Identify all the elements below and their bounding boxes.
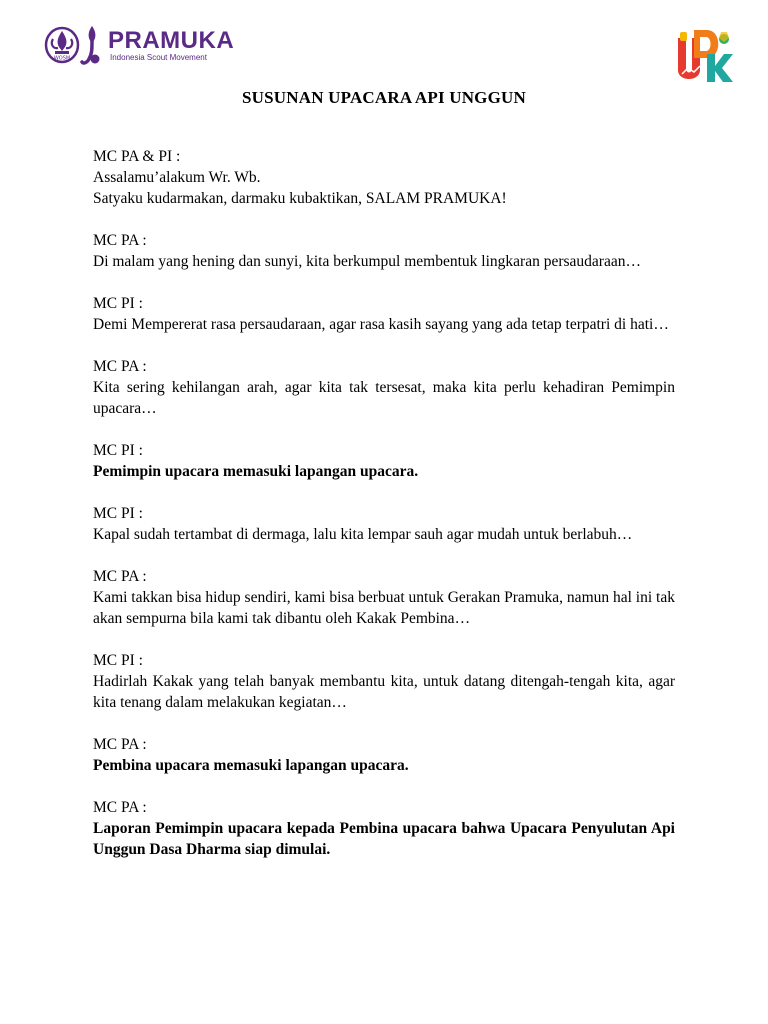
scout-emblem-icon: [44, 25, 80, 65]
script-line: Pemimpin upacara memasuki lapangan upacara.: [93, 463, 419, 480]
document-title: SUSUNAN UPACARA API UNGGUN: [242, 88, 526, 107]
script-line: Kami takkan bisa hidup sendiri, kami bisa berbuat untuk Gerakan Pramuka, namun hal ini tak akan sempurna bila kami tak dibantu oleh Kakak Pembina…: [93, 589, 675, 627]
speaker-label: MC PA :: [93, 358, 147, 375]
script-block: [93, 566, 675, 629]
script-line: Laporan Pemimpin upacara kepada Pembina upacara bahwa Upacara Penyulutan Api Unggun Dasa Dharma siap dimulai.: [93, 820, 675, 858]
script-line: Kita sering kehilangan arah, agar kita tak tersesat, maka kita perlu kehadiran Pemimpin upacara…: [93, 379, 675, 417]
script-line: Assalamu’alakum Wr. Wb.: [93, 169, 261, 186]
speaker-label: MC PI :: [93, 442, 143, 459]
script-block: [93, 797, 675, 860]
svg-text:WOSM: WOSM: [53, 55, 71, 62]
script-block: [93, 230, 675, 272]
script-block: [93, 650, 675, 713]
script-line: Pembina upacara memasuki lapangan upacara.: [93, 757, 409, 774]
brand-subtitle: Indonesia Scout Movement: [110, 52, 207, 62]
script-block: [93, 293, 675, 335]
script-block: [93, 734, 675, 776]
speaker-label: MC PI :: [93, 295, 143, 312]
speaker-label: MC PA :: [93, 568, 147, 585]
speaker-label: MC PA :: [93, 736, 147, 753]
script-line: Di malam yang hening dan sunyi, kita berkumpul membentuk lingkaran persaudaraan…: [93, 253, 641, 270]
script-block: [93, 356, 675, 419]
speaker-label: MC PA :: [93, 799, 147, 816]
script-line: Kapal sudah tertambat di dermaga, lalu kita lempar sauh agar mudah untuk berlabuh…: [93, 526, 633, 543]
speaker-label: MC PI :: [93, 505, 143, 522]
speaker-label: MC PI :: [93, 652, 143, 669]
brand-name: PRAMUKA: [108, 26, 235, 54]
script-block: [93, 146, 675, 209]
ceremony-script: [93, 146, 675, 881]
script-block: [93, 440, 675, 482]
script-block: [93, 503, 675, 545]
script-line: Demi Mempererat rasa persaudaraan, agar rasa kasih sayang yang ada tetap terpatri di hati…: [93, 316, 669, 333]
pramuka-logo: [44, 24, 234, 66]
speaker-label: MC PA & PI :: [93, 148, 181, 165]
page-header: [0, 0, 768, 90]
speaker-label: MC PA :: [93, 232, 147, 249]
tunas-kelapa-icon: [80, 24, 104, 66]
colorful-letters-logo-icon: [676, 28, 734, 84]
uk-colorful-logo: [676, 28, 734, 89]
script-line: Satyaku kudarmakan, darmaku kubaktikan, SALAM PRAMUKA!: [93, 190, 507, 207]
script-line: Hadirlah Kakak yang telah banyak membantu kita, untuk datang ditengah-tengah kita, agar kita tenang dalam melakukan kegiatan…: [93, 673, 675, 711]
